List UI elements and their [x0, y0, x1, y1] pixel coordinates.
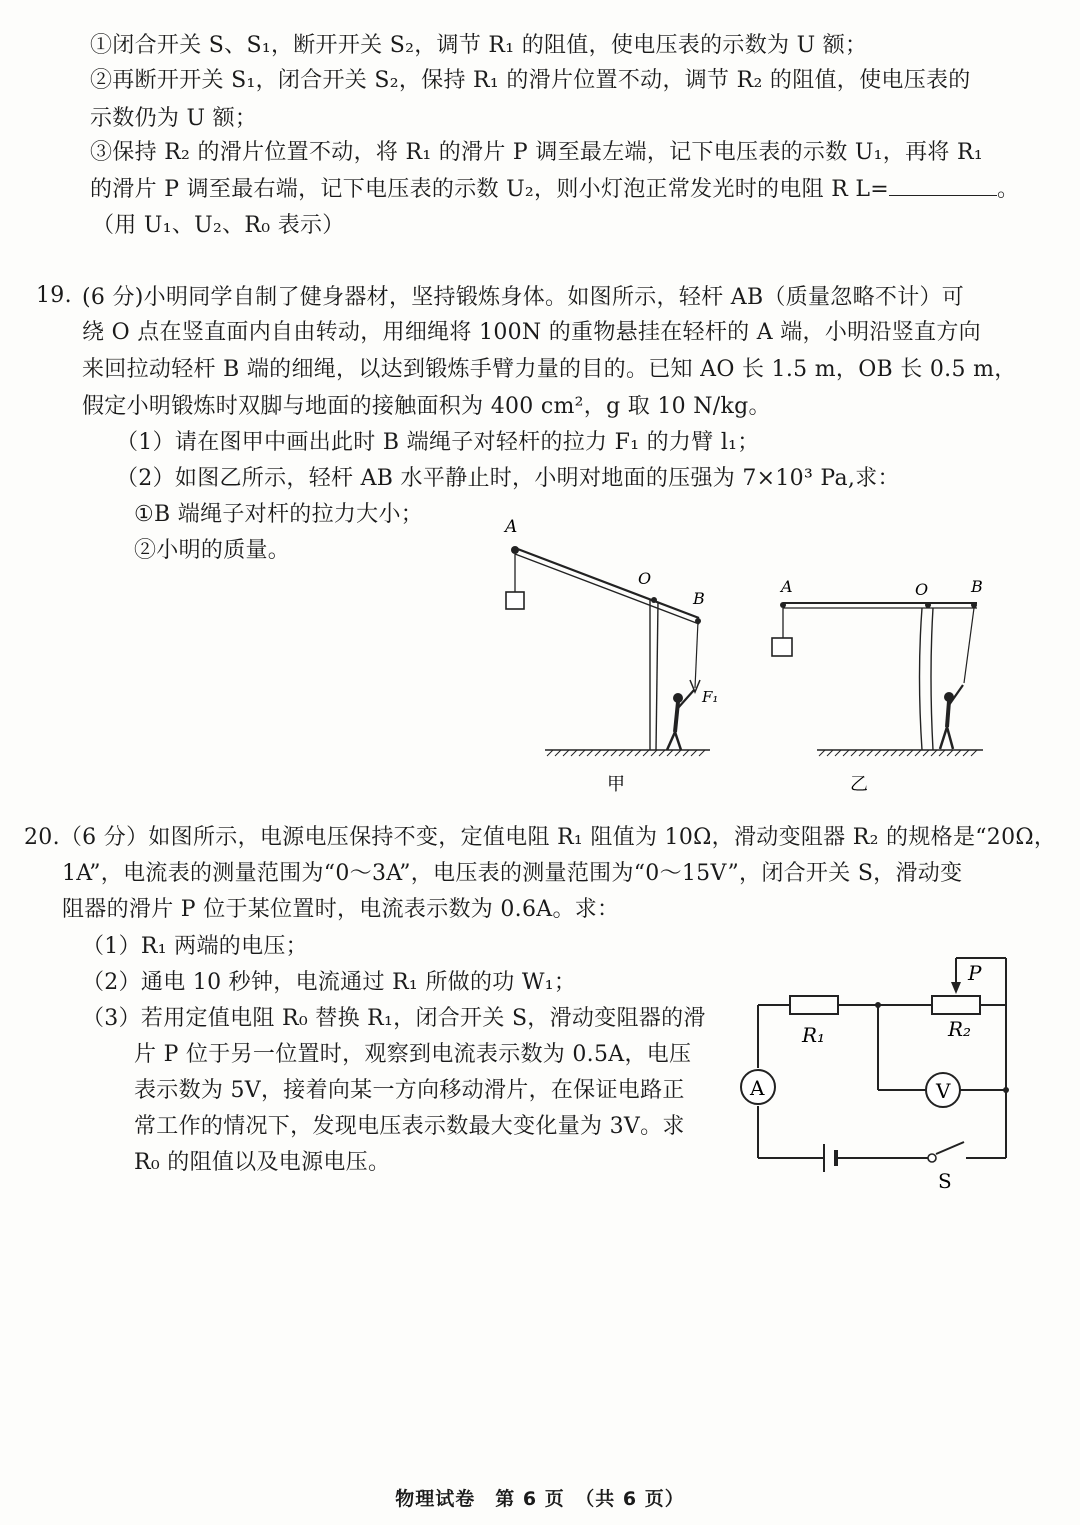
- fig-jia-label-B: B: [693, 589, 705, 608]
- q20-sub3-line4: 常工作的情况下，发现电压表示数最大变化量为 3V。求: [134, 1114, 685, 1139]
- fig-yi-label-B: B: [971, 577, 983, 596]
- q19-sub2: （2）如图乙所示，轻杆 AB 水平静止时，小明对地面的压强为 7×10³ Pa,求：: [116, 466, 900, 491]
- q20-line3: 阻器的滑片 P 位于某位置时，电流表示数为 0.6A。求：: [62, 897, 620, 922]
- slider-p-label: P: [968, 961, 982, 985]
- resistor-r2-label: R₂: [948, 1017, 972, 1041]
- q18-step3-line3: （用 U₁、U₂、R₀ 表示）: [92, 213, 345, 238]
- q19-sub2a: ①B 端绳子对杆的拉力大小；: [134, 502, 424, 527]
- q19-sub2b: ②小明的质量。: [134, 538, 291, 563]
- fig-jia-label-A: A: [505, 517, 518, 537]
- fig-yi-caption: 乙: [850, 774, 868, 795]
- q20-sub3-line3: 表示数为 5V，接着向某一方向移动滑片，在保证电路正: [134, 1078, 685, 1103]
- resistor-r1-label: R₁: [802, 1023, 826, 1047]
- q18-step3-line2-text: 的滑片 P 调至最右端，记下电压表的示数 U₂，则小灯泡正常发光时的电阻 R L=: [90, 177, 890, 202]
- fig-jia-label-O: O: [638, 569, 652, 588]
- answer-blank: [889, 175, 997, 196]
- q20-line1: 20.（6 分）如图所示，电源电压保持不变，定值电阻 R₁ 阻值为 10Ω，滑动变阻器 R₂ 的规格是“20Ω，: [24, 825, 1057, 850]
- q19-number: 19.: [36, 283, 72, 308]
- q18-step3-end: 。: [997, 177, 1020, 202]
- voltmeter-label: V: [936, 1079, 951, 1103]
- fig-yi-label-O: O: [915, 580, 929, 599]
- q19-line3: 来回拉动轻杆 B 端的细绳，以达到锻炼手臂力量的目的。已知 AO 长 1.5 m，OB 长 0.5 m，: [82, 357, 1017, 382]
- q20-sub3-line5: R₀ 的阻值以及电源电压。: [134, 1150, 391, 1175]
- q18-step1: ①闭合开关 S、S₁，断开开关 S₂，调节 R₁ 的阻值，使电压表的示数为 U 额；: [90, 33, 868, 58]
- figure-yi: [765, 575, 995, 800]
- q19-line1: (6 分)小明同学自制了健身器材，坚持锻炼身体。如图所示，轻杆 AB（质量忽略不计）可: [82, 285, 965, 310]
- fig-jia-caption: 甲: [607, 774, 625, 795]
- q18-step2-line1: ②再断开开关 S₁，闭合开关 S₂，保持 R₁ 的滑片位置不动，调节 R₂ 的阻值，使电压表的: [90, 68, 971, 93]
- q20-line2: 1A”，电流表的测量范围为“0～3A”，电压表的测量范围为“0～15V”，闭合开关 S，滑动变: [62, 861, 963, 886]
- q18-step3-line1: ③保持 R₂ 的滑片位置不动，将 R₁ 的滑片 P 调至最左端，记下电压表的示数 U₁，再将 R₁: [90, 140, 983, 165]
- ammeter-label: A: [750, 1076, 765, 1100]
- q19-sub1: （1）请在图甲中画出此时 B 端绳子对轻杆的拉力 F₁ 的力臂 l₁；: [116, 430, 760, 455]
- q18-step3-line2: [90, 175, 1019, 205]
- q18-step2-line2: 示数仍为 U 额；: [90, 106, 258, 131]
- q20-sub3-line2: 片 P 位于另一位置时，观察到电流表示数为 0.5A，电压: [134, 1042, 692, 1067]
- q19-line2: 绕 O 点在竖直面内自由转动，用细绳将 100N 的重物悬挂在轻杆的 A 端，小明沿竖直方向: [82, 320, 981, 345]
- q19-line4: 假定小明锻炼时双脚与地面的接触面积为 400 cm²，g 取 10 N/kg。: [82, 394, 771, 419]
- q20-sub3-line1: （3）若用定值电阻 R₀ 替换 R₁，闭合开关 S，滑动变阻器的滑: [82, 1006, 706, 1031]
- fig-jia-label-F1: F₁: [702, 688, 719, 706]
- page-footer: 物理试卷 第 6 页 （共 6 页）: [395, 1488, 685, 1510]
- figure-jia: [495, 510, 725, 800]
- switch-label: S: [938, 1169, 952, 1193]
- q20-sub1: （1）R₁ 两端的电压；: [82, 934, 308, 959]
- circuit-diagram: [740, 950, 1020, 1195]
- fig-yi-label-A: A: [781, 577, 793, 596]
- q20-sub2: （2）通电 10 秒钟，电流通过 R₁ 所做的功 W₁；: [82, 970, 577, 995]
